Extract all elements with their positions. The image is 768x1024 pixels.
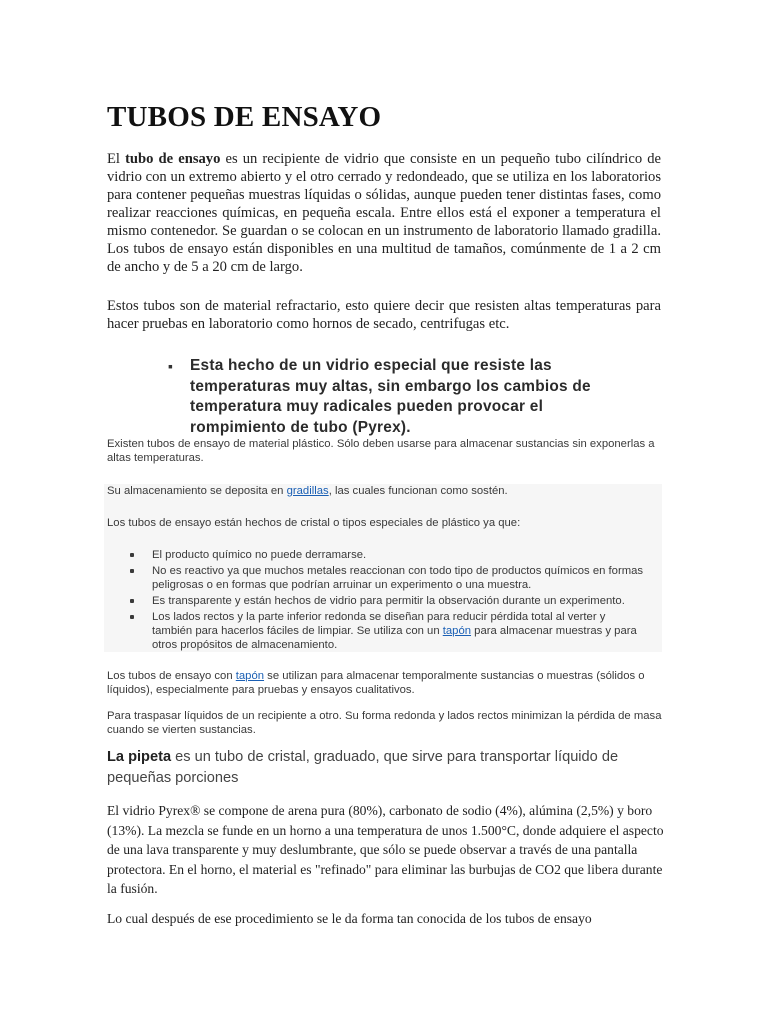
list-item-text: para almacenar muestras y para otros propósitos de almacenamiento.	[152, 625, 637, 651]
intro-lead: El	[107, 151, 126, 167]
list-item-text: Los lados rectos y la parte inferior redonda se diseñan para reducir pérdida total al verter y también para hacerlos fáciles de limpiar. Se utiliza con un	[152, 611, 606, 637]
intro-term: tubo de ensayo	[125, 151, 221, 167]
list-item	[128, 564, 648, 592]
stopper-paragraph	[107, 669, 663, 697]
bullet-dot-icon	[130, 569, 134, 573]
storage-before: Su almacenamiento se deposita en	[107, 485, 287, 497]
transfer-paragraph: Para traspasar líquidos de un recipiente a otro. Su forma redonda y lados rectos minimizan la pérdida de masa cuando se vierten sustancias.	[107, 710, 662, 736]
list-item	[128, 610, 648, 652]
stopper-after: se utilizan para almacenar temporalmente sustancias o muestras (sólidos o líquidos), especialmente para pruebas y ensayos cualitativos.	[107, 670, 645, 696]
refractory-paragraph: Estos tubos son de material refractario, esto quiere decir que resisten altas temperaturas para hacer pruebas en laboratorio como hornos de secado, centrifugas etc.	[107, 298, 661, 332]
plastic-paragraph: Existen tubos de ensayo de material plástico. Sólo deben usarse para almacenar sustancias sin exponerlas a altas temperaturas.	[107, 438, 655, 464]
pipeta-rest: es un tubo de cristal, graduado, que sirve para transportar líquido de pequeñas porciones	[107, 749, 619, 786]
intro-paragraph	[107, 150, 661, 276]
pyrex-paragraph: El vidrio Pyrex® se compone de arena pura (80%), carbonato de sodio (4%), alúmina (2,5%) y boro (13%). La mezcla se funde en un horno a una temperatura de unos 1.500°C, donde adquiere el aspecto de una lava transparente y muy deslumbrante, que sólo se puede observar a través de una pantalla protectora. En el horno, el material es "refinado" para eliminar las burbujas de CO2 que libera durante la fusión.	[107, 803, 664, 896]
list-item-text: El producto químico no puede derramarse.	[152, 549, 367, 561]
gradillas-link[interactable]: gradillas	[286, 485, 329, 497]
bullet-dot-icon	[130, 615, 134, 619]
pipeta-paragraph	[107, 747, 667, 789]
storage-paragraph	[107, 484, 657, 498]
bullet-dot-icon	[130, 599, 134, 603]
pipeta-term: La pipeta	[107, 749, 172, 765]
closing-paragraph: Lo cual después de ese procedimiento se le da forma tan conocida de los tubos de ensayo	[107, 911, 592, 926]
list-item-text: Es transparente y están hechos de vidrio para permitir la observación durante un experimento.	[152, 595, 625, 607]
pyrex-bullet-text: Esta hecho de un vidrio especial que resiste las temperaturas muy altas, sin embargo los cambios de temperatura muy radicales pueden provocar el rompimiento de tubo (Pyrex).	[190, 357, 591, 436]
square-bullet-icon: ▪	[168, 358, 173, 374]
bullet-dot-icon	[130, 553, 134, 557]
list-item	[128, 594, 648, 608]
list-item	[128, 548, 648, 562]
reasons-list	[128, 548, 648, 654]
page-title: TUBOS DE ENSAYO	[107, 101, 382, 133]
stopper-before: Los tubos de ensayo con	[107, 670, 236, 682]
made-of-paragraph: Los tubos de ensayo están hechos de cristal o tipos especiales de plástico ya que:	[107, 517, 521, 529]
tapon-link[interactable]: tapón	[235, 670, 265, 682]
list-item-text: No es reactivo ya que muchos metales reaccionan con todo tipo de productos químicos en formas peligrosas o en formas que podrían arruinar un experimento o una muestra.	[152, 565, 644, 591]
storage-after: , las cuales funcionan como sostén.	[328, 485, 508, 497]
intro-rest: es un recipiente de vidrio que consiste en un pequeño tubo cilíndrico de vidrio con un extremo abierto y el otro cerrado y redondeado, que se utiliza en los laboratorios para contener pequeñas muestras líquidas o sólidas, aunque pueden tener distintas fases, como realizar reacciones químicas, en pequeña escala. Entre ellos está el exponer a temperatura el mismo contenedor. Se guardan o se colocan en un instrumento de laboratorio llamado gradilla. Los tubos de ensayo están disponibles en una multitud de tamaños, comúnmente de 1 a 2 cm de ancho y de 5 a 20 cm de largo.	[107, 151, 661, 275]
tapon-link[interactable]: tapón	[442, 625, 472, 637]
